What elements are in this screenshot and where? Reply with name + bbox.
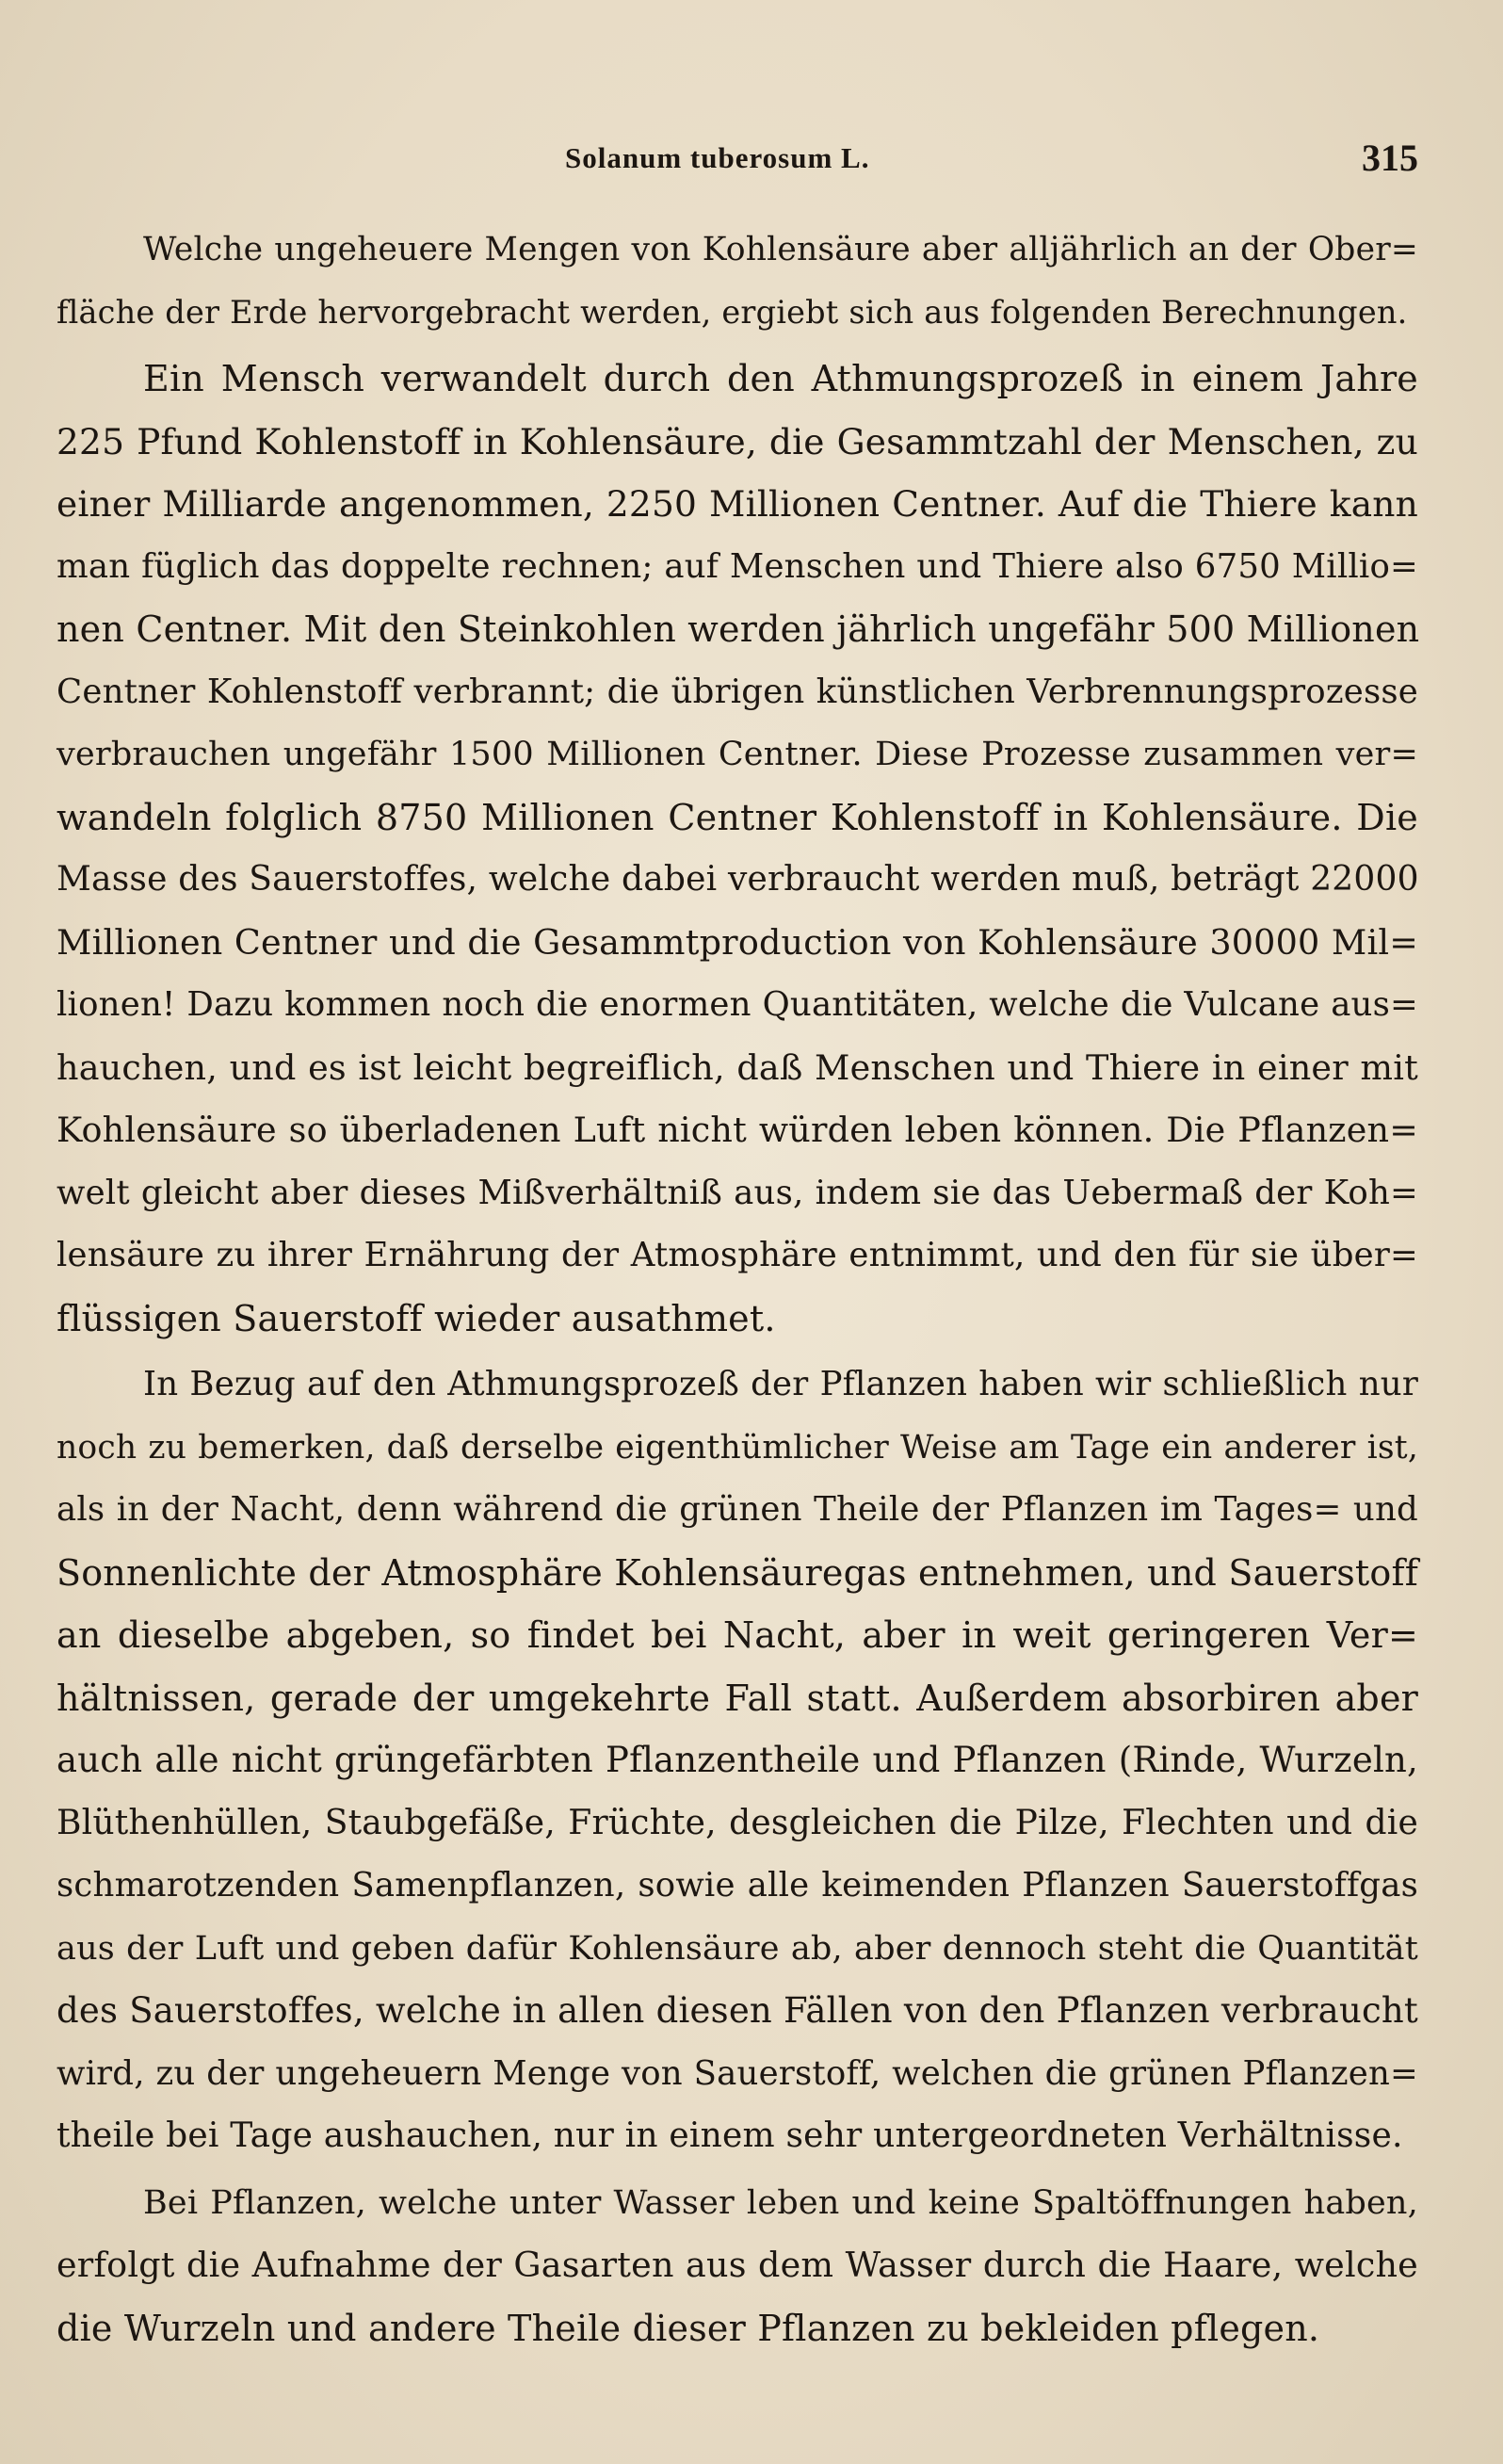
text-line: an dieselbe abgeben, so findet bei Nacht, aber in weit geringeren Ver= [57, 1614, 1418, 1656]
text-line: noch zu bemerken, daß derselbe eigenthümlicher Weise am Tage ein anderer ist, [57, 1428, 1418, 1467]
text-line: Blüthenhüllen, Staubgefäße, Früchte, desgleichen die Pilze, Flechten und die [57, 1803, 1418, 1842]
text-line: Masse des Sauerstoffes, welche dabei verbraucht werden muß, beträgt 22000 [57, 860, 1419, 899]
paragraph-2 [57, 348, 1418, 1350]
text-line: 225 Pfund Kohlenstoff in Kohlensäure, die Gesammtzahl der Menschen, zu [57, 420, 1418, 462]
text-line: Bei Pflanzen, welche unter Wasser leben und keine Spaltöffnungen haben, [143, 2183, 1418, 2222]
text-line: Sonnenlichte der Atmosphäre Kohlensäuregas entnehmen, und Sauerstoff [57, 1551, 1418, 1594]
text-line: wandeln folglich 8750 Millionen Centner Kohlenstoff in Kohlensäure. Die [57, 796, 1418, 838]
text-line: aus der Luft und geben dafür Kohlensäure ab, aber dennoch steht die Quantität [57, 1929, 1418, 1968]
text-line: hältnissen, gerade der umgekehrte Fall statt. Außerdem absorbiren aber [57, 1677, 1418, 1719]
text-line: verbrauchen ungefähr 1500 Millionen Centner. Diese Prozesse zusammen ver= [57, 736, 1418, 773]
text-line: wird, zu der ungeheuern Menge von Sauerstoff, welchen die grünen Pflanzen= [57, 2053, 1418, 2093]
body-text [57, 219, 1418, 2363]
text-line: einer Milliarde angenommen, 2250 Millionen Centner. Auf die Thiere kann [57, 483, 1418, 525]
text-line: welt gleicht aber dieses Mißverhältniß aus, indem sie das Uebermaß der Koh= [57, 1173, 1418, 1212]
text-line: auch alle nicht grüngefärbten Pflanzentheile und Pflanzen (Rinde, Wurzeln, [57, 1740, 1418, 1780]
text-line: flüssigen Sauerstoff wieder ausathmet. [57, 1297, 776, 1339]
text-line: die Wurzeln und andere Theile dieser Pflanzen zu bekleiden pflegen. [57, 2307, 1320, 2349]
text-line: als in der Nacht, denn während die grünen Theile der Pflanzen im Tages= und [57, 1490, 1418, 1529]
text-line: In Bezug auf den Athmungsprozeß der Pflanzen haben wir schließlich nur [143, 1365, 1418, 1403]
text-line: Ein Mensch verwandelt durch den Athmungsprozeß in einem Jahre [143, 358, 1418, 399]
text-line: man füglich das doppelte rechnen; auf Menschen und Thiere also 6750 Millio= [57, 546, 1418, 586]
page-number: 315 [1362, 137, 1418, 179]
text-line: hauchen, und es ist leicht begreiflich, daß Menschen und Thiere in einer mit [57, 1046, 1418, 1088]
paragraph-1 [57, 219, 1418, 344]
text-line: erfolgt die Aufnahme der Gasarten aus dem Wasser durch die Haare, welche [57, 2245, 1418, 2285]
text-line: Welche ungeheuere Mengen von Kohlensäure aber alljährlich an der Ober= [143, 231, 1418, 268]
text-line: nen Centner. Mit den Steinkohlen werden jährlich ungefähr 500 Millionen [57, 608, 1420, 650]
text-line: fläche der Erde hervorgebracht werden, ergiebt sich aus folgenden Berechnungen. [57, 293, 1408, 331]
text-line: Millionen Centner und die Gesammtproduction von Kohlensäure 30000 Mil= [57, 921, 1418, 963]
text-line: theile bei Tage aushauchen, nur in einem sehr untergeordneten Verhältnisse. [57, 2116, 1403, 2155]
running-head [57, 137, 1418, 188]
text-line: schmarotzenden Samenpflanzen, sowie alle keimenden Pflanzen Sauerstoffgas [57, 1866, 1418, 1905]
text-line: Kohlensäure so überladenen Luft nicht würden leben können. Die Pflanzen= [57, 1110, 1418, 1150]
text-line: des Sauerstoffes, welche in allen diesen Fällen von den Pflanzen verbraucht [57, 1990, 1418, 2031]
text-line: lensäure zu ihrer Ernährung der Atmosphäre entnimmt, und den für sie über= [57, 1236, 1418, 1274]
paragraph-4 [57, 2172, 1418, 2360]
running-title: Solanum tuberosum L. [565, 141, 870, 174]
text-line: lionen! Dazu kommen noch die enormen Quantitäten, welche die Vulcane aus= [57, 985, 1418, 1024]
paragraph-3 [57, 1354, 1418, 2168]
text-line: Centner Kohlenstoff verbrannt; die übrigen künstlichen Verbrennungsprozesse [57, 672, 1418, 711]
